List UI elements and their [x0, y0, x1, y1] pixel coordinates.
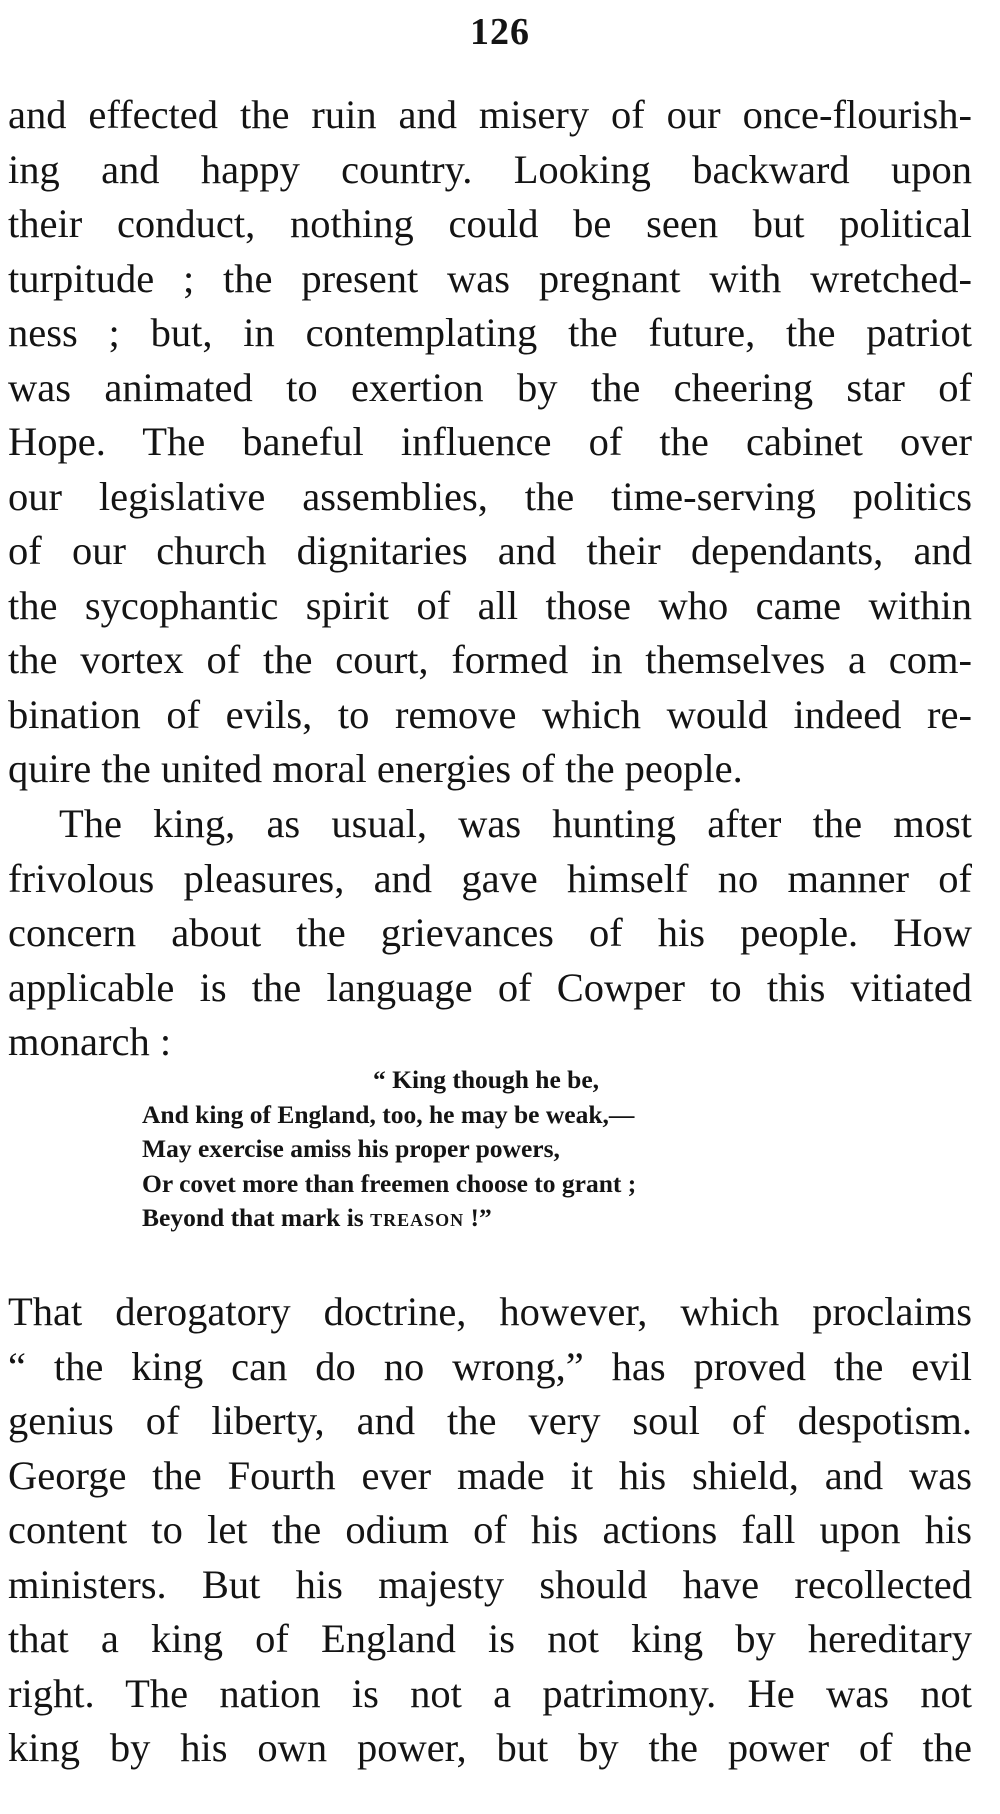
- page-number: 126: [470, 11, 530, 53]
- text-line: turpitude ; the present was pregnant with wretched-: [8, 255, 972, 301]
- text-line: bination of evils, to remove which would indeed re-: [8, 691, 972, 737]
- text-line: Hope. The baneful influence of the cabinet over: [8, 419, 972, 464]
- text-line: of our church dignitaries and their dependants, and: [8, 528, 972, 573]
- quote-line-last: [142, 1201, 842, 1236]
- block-quote: [142, 1063, 842, 1236]
- paragraph-2: [8, 797, 972, 1070]
- text-line: content to let the odium of his actions fall upon his: [8, 1507, 972, 1552]
- text-line: that a king of England is not king by hereditary: [8, 1616, 972, 1661]
- text-line: monarch :: [8, 1019, 172, 1064]
- text-line: ing and happy country. Looking backward upon: [8, 146, 972, 192]
- text-line: The king, as usual, was hunting after the most: [59, 801, 972, 846]
- text-line: George the Fourth ever made it his shield, and was: [8, 1452, 972, 1498]
- quote-text: !”: [470, 1203, 492, 1232]
- paragraph-3: [8, 1285, 972, 1776]
- paragraph-1: [8, 88, 972, 797]
- text-line: our legislative assemblies, the time-serving politics: [8, 473, 972, 519]
- text-line: their conduct, nothing could be seen but political: [8, 201, 972, 246]
- text-line: genius of liberty, and the very soul of despotism.: [8, 1398, 972, 1443]
- text-line: right. The nation is not a patrimony. He was not: [8, 1670, 972, 1716]
- quote-line: Or covet more than freemen choose to grant ;: [142, 1168, 637, 1198]
- text-line: ness ; but, in contemplating the future, the patriot: [8, 310, 972, 355]
- quote-text: Beyond that mark is: [142, 1203, 364, 1232]
- text-line: frivolous pleasures, and gave himself no manner of: [8, 855, 972, 901]
- quote-emphasis: treason: [370, 1203, 465, 1232]
- text-line: quire the united moral energies of the people.: [8, 746, 743, 791]
- text-line: king by his own power, but by the power of the: [8, 1725, 972, 1770]
- quote-line: And king of England, too, he may be weak,—: [142, 1099, 635, 1129]
- text-line: concern about the grievances of his people. How: [8, 910, 972, 955]
- text-line: ministers. But his majesty should have recollected: [8, 1561, 972, 1607]
- text-line: the vortex of the court, formed in themselves a com-: [8, 637, 972, 682]
- text-line: was animated to exertion by the cheering star of: [8, 364, 972, 410]
- text-line: and effected the ruin and misery of our once-flourish-: [8, 92, 972, 137]
- text-line: That derogatory doctrine, however, which proclaims: [8, 1289, 972, 1334]
- text-line: applicable is the language of Cowper to this vitiated: [8, 964, 972, 1010]
- quote-line: May exercise amiss his proper powers,: [142, 1134, 560, 1163]
- text-line: “ the king can do no wrong,” has proved the evil: [8, 1343, 972, 1389]
- text-line: the sycophantic spirit of all those who came within: [8, 582, 972, 628]
- quote-line: “ King though he be,: [373, 1065, 600, 1094]
